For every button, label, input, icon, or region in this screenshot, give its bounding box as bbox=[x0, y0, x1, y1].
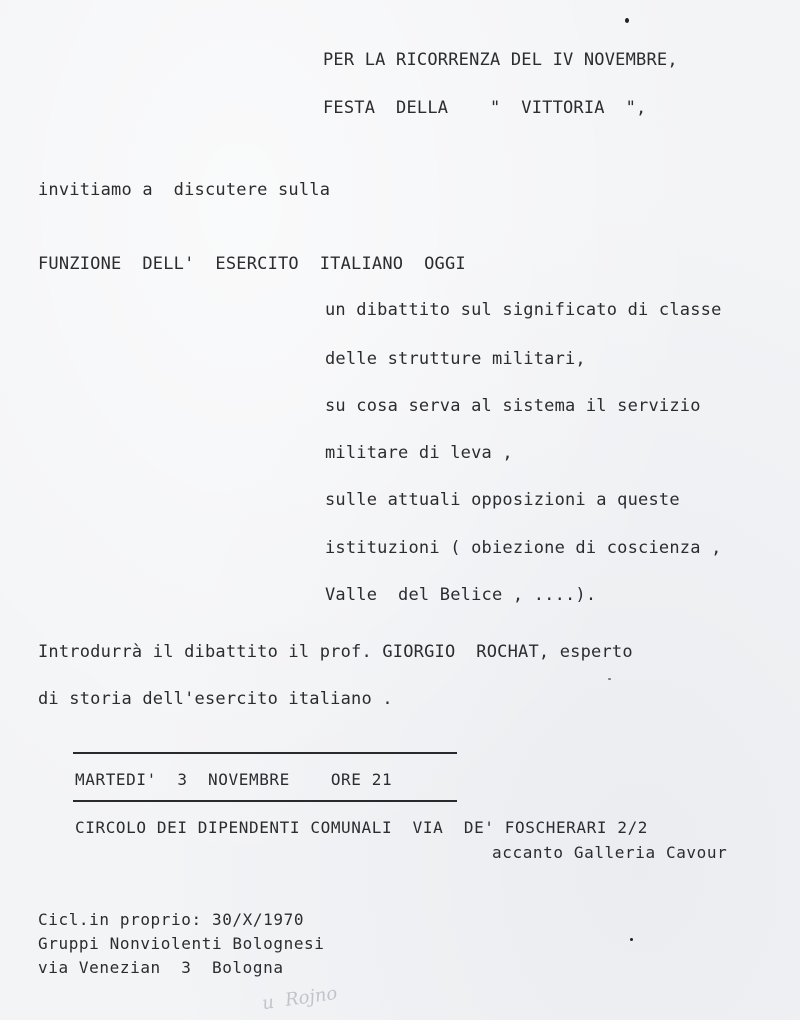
description-line-6: istituzioni ( obiezione di coscienza , bbox=[325, 538, 722, 558]
description-line-2: delle strutture militari, bbox=[325, 349, 586, 369]
rule-bottom bbox=[73, 800, 457, 802]
description-line-4: militare di leva , bbox=[325, 443, 513, 463]
header-line-1: PER LA RICORRENZA DEL IV NOVEMBRE, bbox=[323, 50, 678, 70]
description-line-1: un dibattito sul significato di classe bbox=[325, 300, 722, 320]
ink-speck bbox=[630, 938, 633, 941]
ink-speck bbox=[608, 678, 611, 680]
event-datetime: MARTEDI' 3 NOVEMBRE ORE 21 bbox=[75, 770, 393, 789]
topic-title: FUNZIONE DELL' ESERCITO ITALIANO OGGI bbox=[38, 254, 466, 274]
footer-line-1: Cicl.in proprio: 30/X/1970 bbox=[38, 910, 305, 929]
event-venue: CIRCOLO DEI DIPENDENTI COMUNALI VIA DE' FOSCHERARI 2/2 bbox=[75, 818, 649, 837]
ink-speck bbox=[625, 18, 629, 23]
footer-line-3: via Venezian 3 Bologna bbox=[38, 958, 284, 977]
speaker-line-1: Introdurrà il dibattito il prof. GIORGIO ROCHAT, esperto bbox=[38, 642, 633, 662]
description-line-7: Valle del Belice , ....). bbox=[325, 585, 597, 605]
description-line-3: su cosa serva al sistema il servizio bbox=[325, 396, 701, 416]
handwritten-note: u Rojno bbox=[260, 982, 339, 1015]
speaker-line-2: di storia dell'esercito italiano . bbox=[38, 689, 393, 709]
event-venue-note: accanto Galleria Cavour bbox=[492, 843, 728, 862]
footer-line-2: Gruppi Nonviolenti Bolognesi bbox=[38, 934, 325, 953]
header-line-2: FESTA DELLA " VITTORIA ", bbox=[323, 98, 647, 118]
description-line-5: sulle attuali opposizioni a queste bbox=[325, 490, 680, 510]
intro-text: invitiamo a discutere sulla bbox=[38, 180, 331, 200]
rule-top bbox=[73, 752, 457, 754]
